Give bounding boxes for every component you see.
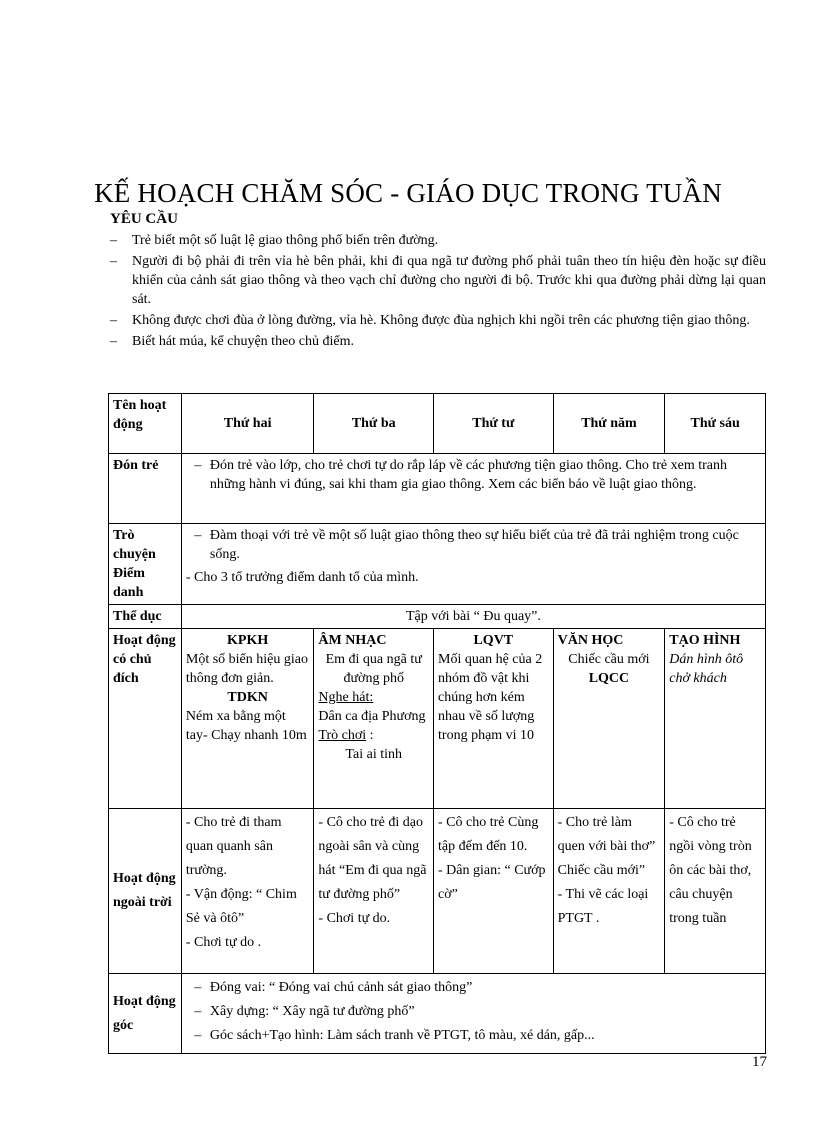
header-day-tue: Thứ ba: [314, 394, 434, 454]
activity-line: - Chơi tự do .: [185, 935, 262, 950]
requirement-item: [110, 332, 766, 351]
row-label: Đón trẻ: [109, 454, 182, 524]
cell-mon: [181, 629, 314, 809]
dash-bullet: –: [110, 233, 117, 248]
header-day-mon: Thứ hai: [181, 394, 314, 454]
dash-bullet: –: [110, 334, 117, 349]
requirement-text: Người đi bộ phải đi trên vỉa hè bên phải, khi đi qua ngã tư đường phố phải tuân theo tín hiệu đèn hoặc sự điều khiển của cảnh sát giao thông và theo vạch chỉ đường cho người đi bộ. Trước khi qua đường phải dừng lại quan sát.: [132, 254, 766, 307]
subject-title: KPKH: [227, 633, 269, 648]
subject-title: TDKN: [227, 690, 268, 705]
activity-line: - Chơi tự do.: [318, 911, 391, 926]
subject-content: Dán hình ôtô chở khách: [669, 652, 744, 686]
cell-tue: [314, 629, 434, 809]
requirement-item: [110, 252, 766, 309]
tro-chuyen-content: [181, 524, 765, 605]
requirements-heading: YÊU CẦU: [110, 211, 178, 227]
row-label: Trò chuyện Điểm danh: [109, 524, 182, 605]
page-title: KẾ HOẠCH CHĂM SÓC - GIÁO DỤC TRONG TUẦN: [94, 178, 722, 208]
cell-thu: [553, 629, 665, 809]
activity-line: - Cô cho trẻ ngồi vòng tròn ôn các bài thơ, câu chuyện trong tuần: [669, 815, 752, 926]
don-tre-text: Đón trẻ vào lớp, cho trẻ chơi tự do rắp láp về các phương tiện giao thông. Cho trẻ xem tranh những hành vi đúng, sai khi tham gia giao thông. Xem các biển báo về luật giao thông.: [209, 458, 728, 492]
subject-content: Ném xa bằng một tay- Chạy nhanh 10m: [185, 709, 307, 743]
sub-heading: Nghe hát:: [318, 690, 374, 705]
row-don-tre: [109, 454, 766, 524]
subject-content: Chiếc cầu mới: [568, 652, 650, 667]
row-hoat-dong-co-chu-dich: [109, 629, 766, 809]
corner-activity: Góc sách+Tạo hình: Làm sách tranh về PTGT, tô màu, xé dán, gấp...: [209, 1028, 595, 1043]
requirement-text: Không được chơi đùa ở lòng đường, vỉa hè. Không được đùa nghịch khi ngồi trên các phương tiện giao thông.: [132, 313, 750, 328]
subject-content: Một số biển hiệu giao thông đơn giản.: [185, 652, 308, 686]
activity-line: - Dân gian: “ Cướp cờ”: [438, 863, 546, 902]
dash-bullet: –: [194, 458, 202, 473]
subject-content: Em đi qua ngã tư đường phố: [325, 652, 422, 686]
subject-title: LQVT: [473, 633, 514, 648]
row-label: Thể dục: [109, 605, 182, 629]
header-day-fri: Thứ sáu: [665, 394, 766, 454]
cell-fri: [665, 809, 766, 974]
row-tro-chuyen: [109, 524, 766, 605]
row-hoat-dong-ngoai-troi: [109, 809, 766, 974]
dash-bullet: –: [110, 254, 117, 269]
subject-content: Mối quan hệ của 2 nhóm đồ vật khi chúng hơn kém nhau về số lượng trong phạm vi 10: [438, 652, 543, 743]
cell-tue: [314, 809, 434, 974]
row-label: Hoạt động ngoài trời: [109, 809, 182, 974]
cell-mon: [181, 809, 314, 974]
activity-line: - Cho trẻ đi tham quan quanh sân trường.: [185, 815, 282, 878]
header-day-wed: Thứ tư: [434, 394, 554, 454]
requirement-text: Trẻ biết một số luật lệ giao thông phổ biến trên đường.: [132, 233, 439, 248]
activity-line: - Cô cho trẻ Cùng tập đếm đến 10.: [438, 815, 539, 854]
activity-line: - Thi vẽ các loại PTGT .: [557, 887, 649, 926]
requirements-list: [110, 231, 766, 353]
dash-bullet: –: [194, 1004, 202, 1019]
don-tre-content: [181, 454, 765, 524]
tro-chuyen-text-2: - Cho 3 tổ trưởng điểm danh tổ của mình.: [185, 570, 419, 585]
corner-activity: Xây dựng: “ Xây ngã tư đường phố”: [209, 1004, 415, 1019]
cell-thu: [553, 809, 665, 974]
row-hoat-dong-goc: [109, 974, 766, 1054]
sub-content: Tai ai tinh: [345, 747, 402, 762]
the-duc-content: Tập với bài “ Đu quay”.: [181, 605, 765, 629]
activity-line: - Cho trẻ làm quen với bài thơ” Chiếc cầu mới”: [557, 815, 656, 878]
cell-wed: [434, 629, 554, 809]
cell-fri: [665, 629, 766, 809]
subject-title: VĂN HỌC: [557, 633, 624, 648]
tro-chuyen-text: Đàm thoại với trẻ về một số luật giao thông theo sự hiểu biết của trẻ đã trải nghiệm trong cuộc sống.: [209, 528, 739, 562]
table-header-row: [109, 394, 766, 454]
requirement-item: [110, 231, 766, 250]
row-label: Hoạt động có chủ đích: [109, 629, 182, 809]
row-label: Hoạt động góc: [109, 974, 182, 1054]
corner-activity: Đóng vai: “ Đóng vai chú cảnh sát giao thông”: [209, 980, 473, 995]
sub-heading: Trò chơi: [318, 728, 367, 743]
row-the-duc: [109, 605, 766, 629]
requirement-text: Biết hát múa, kể chuyện theo chủ điểm.: [132, 334, 354, 349]
subject-title: TẠO HÌNH: [669, 633, 741, 648]
cell-wed: [434, 809, 554, 974]
requirement-item: [110, 311, 766, 330]
dash-bullet: –: [194, 1028, 202, 1043]
dash-bullet: –: [110, 313, 117, 328]
activity-line: - Cô cho trẻ đi dạo ngoài sân và cùng hát “Em đi qua ngã tư đường phố”: [318, 815, 427, 902]
dash-bullet: –: [194, 528, 202, 543]
page-number: 17: [752, 1054, 767, 1070]
hoat-dong-goc-content: [181, 974, 765, 1054]
subject-title: LQCC: [588, 671, 630, 686]
activity-line: - Vận động: “ Chim Sẻ và ôtô”: [185, 887, 297, 926]
header-activity: Tên hoạt động: [109, 394, 182, 454]
sub-content: Dân ca địa Phương: [318, 709, 426, 724]
subject-title: ÂM NHẠC: [318, 633, 387, 648]
sub-heading-line: [318, 726, 429, 745]
weekly-plan-table: [108, 393, 766, 1054]
header-day-thu: Thứ năm: [553, 394, 665, 454]
sub-heading-suffix: :: [366, 728, 374, 743]
dash-bullet: –: [194, 980, 202, 995]
